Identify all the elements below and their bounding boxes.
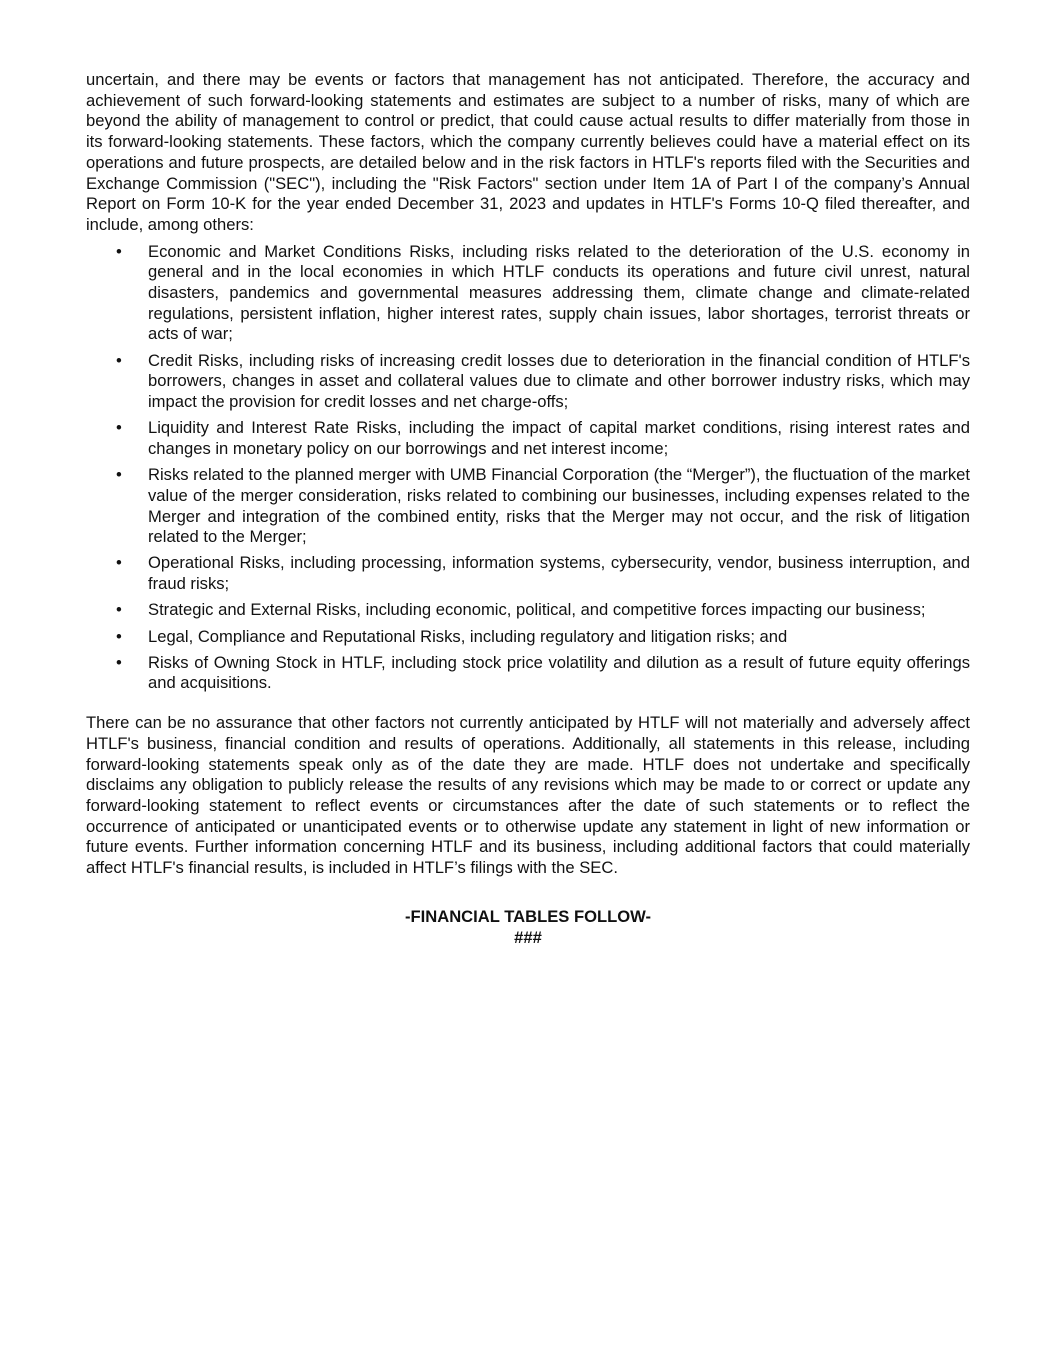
- risk-item-operational: [86, 553, 970, 594]
- risk-item-liquidity-interest: [86, 418, 970, 459]
- risk-item-text: Legal, Compliance and Reputational Risks, including regulatory and litigation risks; and: [148, 626, 788, 646]
- risk-item-text: Strategic and External Risks, including economic, political, and competitive forces impacting our business;: [148, 600, 926, 620]
- risk-item-text: Risks related to the planned merger with UMB Financial Corporation (the “Merger”), the fluctuation of the market value of the merger consideration, risks related to combining our businesses, including expenses related to the Merger and integration of the combined entity, risks that the Merger may not occur, and the risk of litigation related to the Merger;: [148, 465, 970, 547]
- bullet-icon: •: [116, 553, 122, 573]
- risk-item-text: Risks of Owning Stock in HTLF, including stock price volatility and dilution as a result of future equity offerings and acquisitions.: [148, 652, 970, 693]
- financial-tables-block: [86, 907, 970, 948]
- risk-item-credit: [86, 351, 970, 413]
- end-marker: ###: [514, 927, 542, 947]
- closing-paragraph: There can be no assurance that other factors not currently anticipated by HTLF will not materially and adversely affect HTLF's business, financial condition and results of operations. Additionally, all statements in this release, including forward-looking statements speak only as of the date they are made. HTLF does not undertake and specifically disclaims any obligation to publicly release the results of any revisions which may be made to or correct or update any forward-looking statement to reflect events or circumstances after the date of such statements or to reflect the occurrence of anticipated or unanticipated events or to otherwise update any statement in light of new information or future events. Further information concerning HTLF and its business, including additional factors that could materially affect HTLF's financial results, is included in HTLF’s filings with the SEC.: [86, 713, 970, 878]
- risk-item-text: Credit Risks, including risks of increasing credit losses due to deterioration in the financial condition of HTLF's borrowers, changes in asset and collateral values due to climate and other borrower industry risks, which may impact the provision for credit losses and net charge-offs;: [148, 350, 970, 412]
- risk-item-text: Liquidity and Interest Rate Risks, including the impact of capital market conditions, rising interest rates and changes in monetary policy on our borrowings and net interest income;: [148, 418, 970, 458]
- bullet-icon: •: [116, 600, 122, 620]
- bullet-icon: •: [116, 465, 122, 485]
- risk-item-strategic-external: [86, 600, 970, 621]
- intro-paragraph: uncertain, and there may be events or factors that management has not anticipated. Therefore, the accuracy and achievement of such forward-looking statements and estimates are subject to a number of risks, many of which are beyond the ability of management to control or predict, that could cause actual results to differ materially from those in its forward-looking statements. These factors, which the company currently believes could have a material effect on its operations and future prospects, are detailed below and in the risk factors in HTLF's reports filed with the Securities and Exchange Commission ("SEC"), including the "Risk Factors" section under Item 1A of Part I of the company’s Annual Report on Form 10-K for the year ended December 31, 2023 and updates in HTLF's Forms 10-Q filed thereafter, and include, among others:: [86, 70, 970, 234]
- risk-factor-list: [86, 242, 970, 695]
- bullet-icon: •: [116, 652, 122, 672]
- risk-item-owning-stock: [86, 653, 970, 694]
- risk-item-text: Economic and Market Conditions Risks, including risks related to the deterioration of the U.S. economy in general and in the local economies in which HTLF conducts its operations and future civil unrest, natural disasters, pandemics and governmental measures addressing them, climate change and climate-related regulations, persistent inflation, higher interest rates, supply chain issues, labor shortages, terrorist threats or acts of war;: [148, 241, 970, 344]
- risk-item-text: Operational Risks, including processing, information systems, cybersecurity, vendor, business interruption, and fraud risks;: [148, 553, 970, 594]
- bullet-icon: •: [116, 241, 122, 261]
- financial-tables-notice: -FINANCIAL TABLES FOLLOW-: [404, 906, 652, 926]
- bullet-icon: •: [116, 418, 122, 438]
- risk-item-merger: [86, 465, 970, 548]
- risk-item-legal-compliance: [86, 627, 970, 648]
- risk-item-economic-market: [86, 242, 970, 346]
- bullet-icon: •: [116, 350, 122, 370]
- document-page: [86, 70, 970, 948]
- bullet-icon: •: [116, 626, 122, 646]
